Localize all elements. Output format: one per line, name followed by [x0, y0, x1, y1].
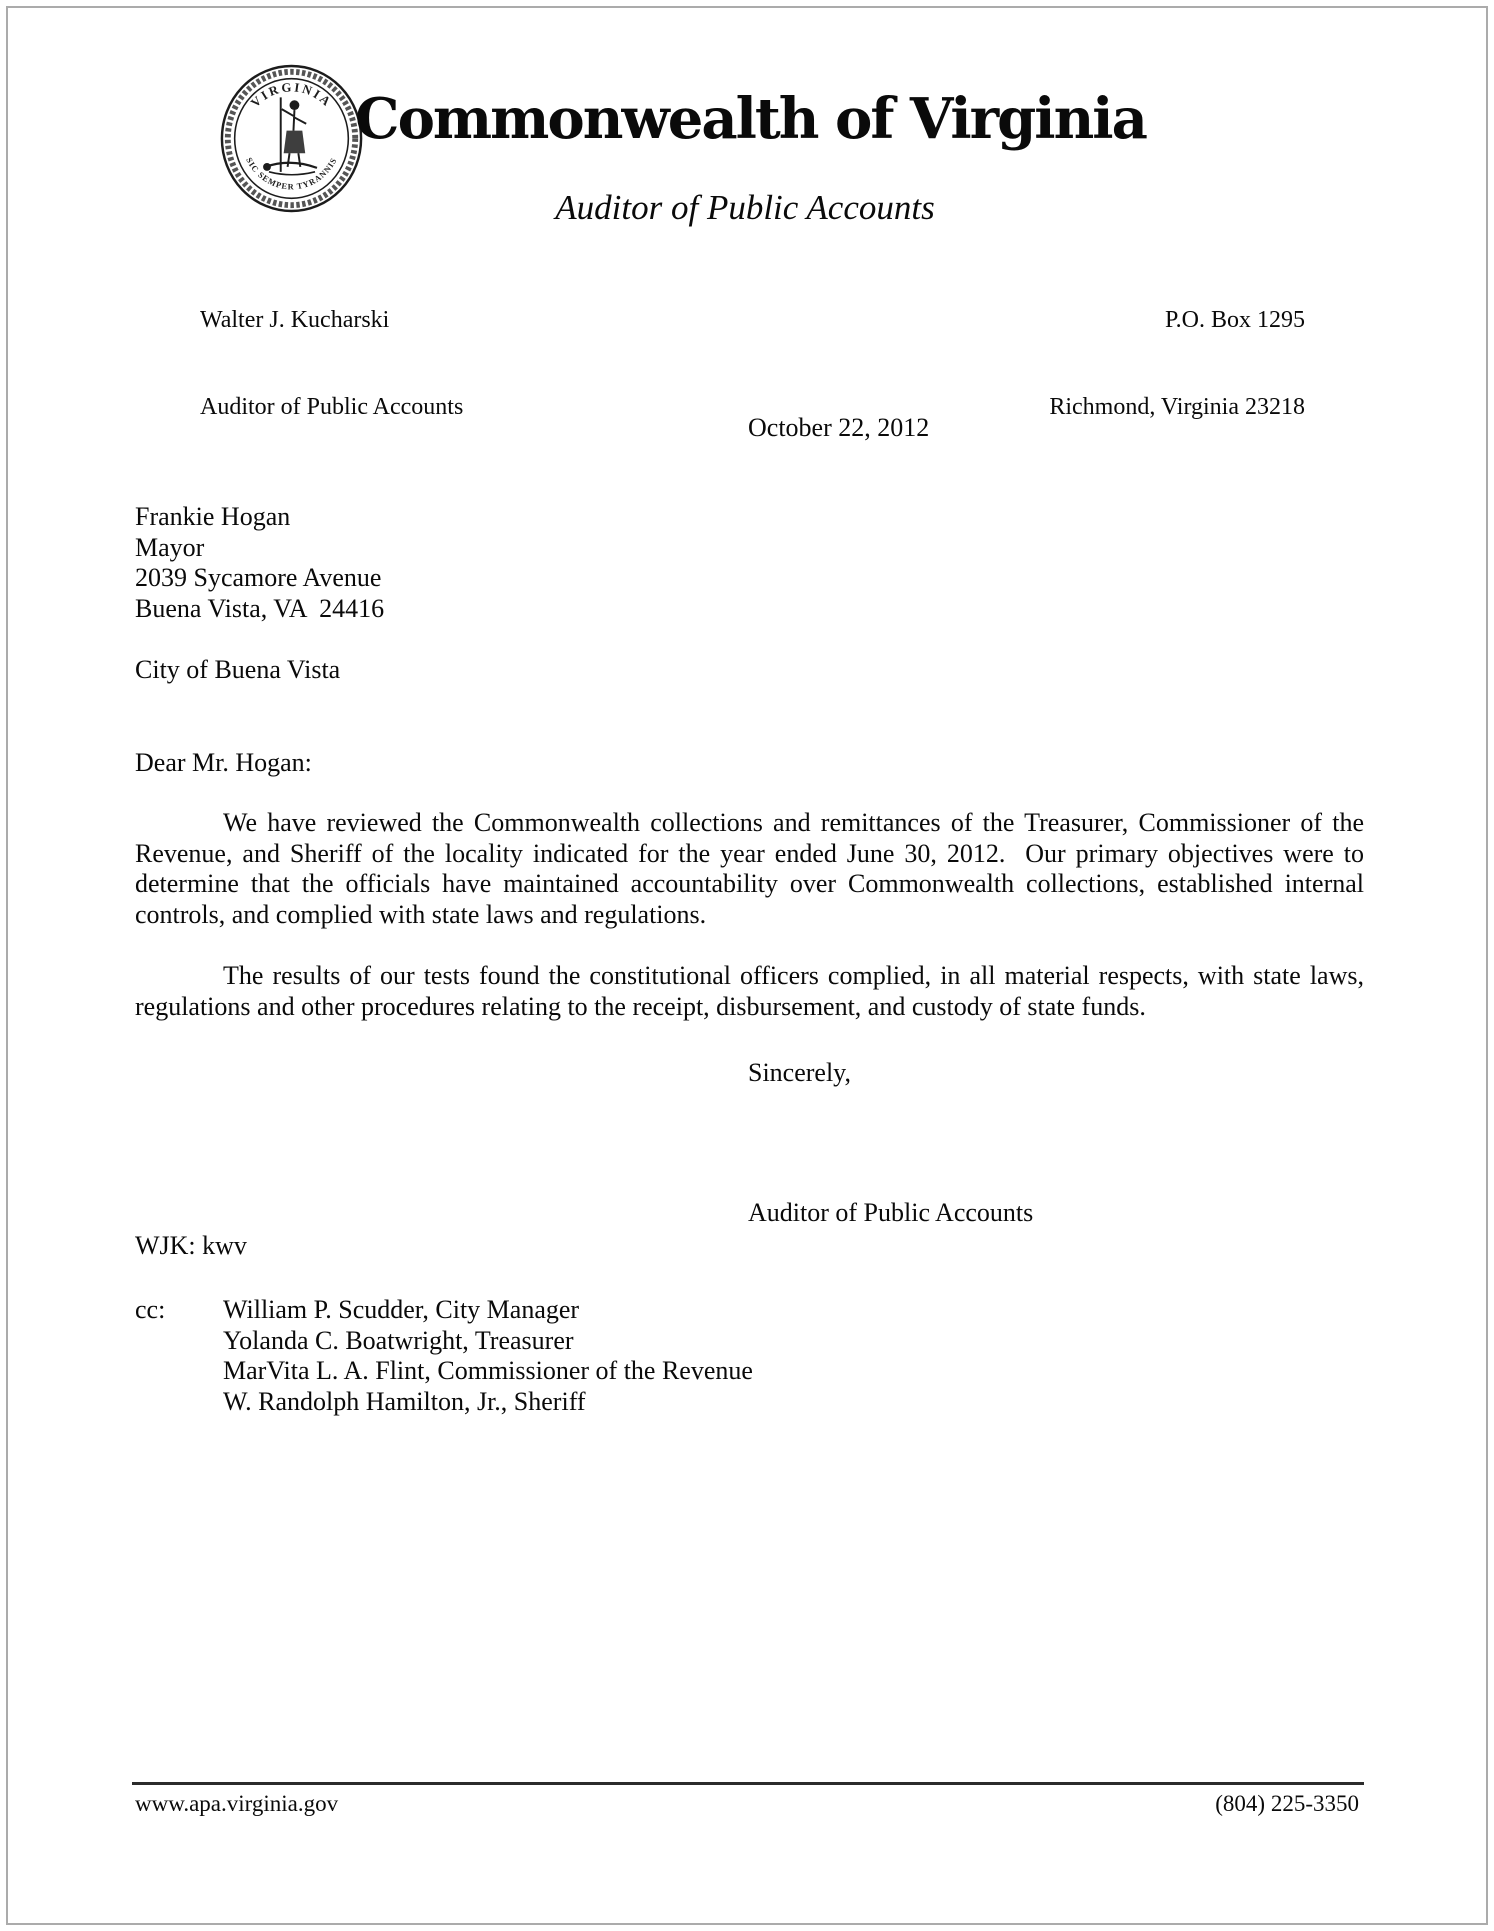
- text-line: Frankie Hogan: [135, 502, 291, 531]
- text-line: The results of our tests found the constitutional officers complied, in all material respects, with state laws,: [223, 961, 1364, 990]
- text-line: regulations and other procedures relating to the receipt, disbursement, and custody of state funds.: [135, 991, 1146, 1021]
- body-paragraph-2: [135, 961, 1364, 1022]
- text-line: determine that the officials have maintained accountability over Commonwealth collections, established internal: [135, 869, 1364, 898]
- address-line: Richmond, Virginia 23218: [1049, 394, 1305, 420]
- text-line: Yolanda C. Boatwright, Treasurer: [223, 1325, 574, 1355]
- text-line: We have reviewed the Commonwealth collections and remittances of the Treasurer, Commissioner of the: [223, 808, 1364, 837]
- official-block: [200, 248, 463, 480]
- letter-date: October 22, 2012: [748, 413, 930, 442]
- cc-block: [135, 1295, 753, 1417]
- recipient-address: [135, 502, 384, 624]
- masthead-title: Commonwealth of Virginia: [355, 86, 1146, 152]
- office-address-block: [1049, 248, 1305, 480]
- text-line: Mayor: [135, 532, 205, 562]
- salutation: Dear Mr. Hogan:: [135, 748, 312, 777]
- footer-phone: (804) 225-3350: [1215, 1791, 1359, 1816]
- cc-label: cc:: [135, 1295, 166, 1324]
- recipient-locality: City of Buena Vista: [135, 655, 341, 684]
- masthead-subtitle: Auditor of Public Accounts: [555, 188, 935, 227]
- text-line: 2039 Sycamore Avenue: [135, 563, 382, 592]
- cc-name-list: [223, 1295, 753, 1417]
- official-title: Auditor of Public Accounts: [200, 394, 464, 420]
- seal-top-text: VIRGINIA: [248, 80, 335, 111]
- text-line: MarVita L. A. Flint, Commissioner of the Revenue: [223, 1356, 753, 1385]
- text-line: Buena Vista, VA 24416: [135, 593, 385, 623]
- seal-bottom-text: SIC SEMPER TYRANNIS: [244, 156, 339, 192]
- footer: [135, 1791, 1359, 1817]
- signer-title: Auditor of Public Accounts: [748, 1198, 1034, 1227]
- footer-website: www.apa.virginia.gov: [135, 1791, 339, 1816]
- typist-reference: WJK: kwv: [135, 1231, 247, 1260]
- official-name: Walter J. Kucharski: [200, 307, 390, 333]
- virginia-state-seal-icon: [218, 62, 365, 215]
- text-line: Revenue, and Sheriff of the locality indicated for the year ended June 30, 2012. Our primary objectives were to: [135, 838, 1364, 868]
- valediction: Sincerely,: [748, 1058, 851, 1087]
- address-line: P.O. Box 1295: [1164, 307, 1305, 333]
- text-line: William P. Scudder, City Manager: [223, 1295, 580, 1324]
- text-line: W. Randolph Hamilton, Jr., Sheriff: [223, 1386, 586, 1416]
- body-paragraph-1: [135, 808, 1364, 930]
- footer-divider: [132, 1782, 1364, 1785]
- seal-virtus-figure: [263, 97, 317, 174]
- svg-text:SIC SEMPER TYRANNIS: [244, 156, 339, 191]
- text-line: controls, and complied with state laws and regulations.: [135, 899, 707, 929]
